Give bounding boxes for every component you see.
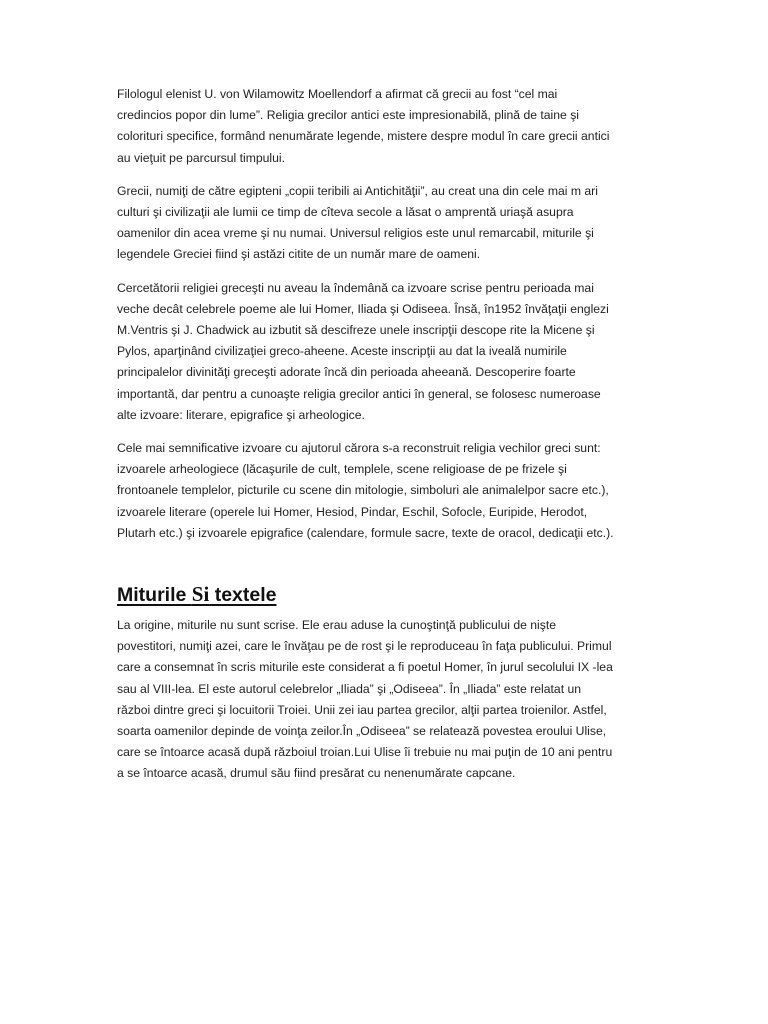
heading-part-3: textele <box>209 584 277 607</box>
heading-part-2: Si <box>191 582 210 607</box>
heading-part-1: Miturile <box>117 584 192 607</box>
paragraph-myths: La origine, miturile nu sunt scrise. Ele erau aduse la cunoştinţă publicului de nişte povestitori, numiţi azei, care le învăţau pe de rost şi le reproduceau în faţa publicului. Primul care a consemnat în scris miturile este considerat a fi poetul Homer, în jurul secolului IX -lea sau al VIII-lea. El este autorul celebrelor „Iliada” şi „Odiseea”. În „Iliada” este relatat un război dintre greci şi locuitorii Troiei. Unii zei iau partea grecilor, alţii partea troienilor. Astfel, soarta oamenilor depinde de voinţa zeilor.În „Odiseea” se relatează povestea eroului Ulise, care se întoarce acasă după războiul troian.Lui Ulise îi trebuie nu mai puţin de 10 ani pentru a se întoarce acasă, drumul său fiind presărat cu nenenumărate capcane. <box>117 618 613 781</box>
paragraph-intro: Filologul elenist U. von Wilamowitz Moellendorf a afirmat că grecii au fost “cel mai credincios popor din lume”. Religia grecilor antici este impresionabilă, plină de taine şi colorituri specifice, formând nenumărate legende, mistere despre modul în care grecii antici au vieţuit pe parcursul timpului. <box>117 87 610 165</box>
paragraph-greeks: Grecii, numiţi de către egipteni „copii teribili ai Antichităţii”, au creat una din cele mai m ari culturi şi civilizaţii ale lumii ce timp de cîteva secole a lăsat o amprentă uriaşă asupra oamenilor din acea vreme şi nu numai. Universul religios este unul remarcabil, miturile şi legendele Greciei fiind şi astăzi citite de un număr mare de oameni. <box>117 183 598 262</box>
document-page <box>117 84 657 797</box>
paragraph-researchers: Cercetătorii religiei greceşti nu aveau la îndemână ca izvoare scrise pentru perioada mai veche decât celebrele poeme ale lui Homer, Iliada şi Odiseea. Însă, în1952 învăţaţii englezi M.Ventris şi J. Chadwick au izbutit să descifreze unele inscripţii descope rite la Micene şi Pylos, aparţinând civilizaţiei greco-aheene. Aceste inscripţii au dat la iveală numirile principalelor divinităţi greceşti adorate încă din perioada aheeană. Descoperire foarte importantă, dar pentru a cunoaşte religia grecilor antici în general, se folosesc numeroase alte izvoare: literare, epigrafice şi arheologice. <box>117 280 609 422</box>
paragraph-sources: Cele mai semnificative izvoare cu ajutorul cărora s-a reconstruit religia vechilor greci sunt: izvoarele arheologiece (lăcaşurile de cult, templele, scene religioase de pe frizele şi frontoanele templelor, picturile cu scene din mitologie, simboluri ale animalelpor sacre etc.), izvoarele literare (operele lui Homer, Hesiod, Pindar, Eschil, Sofocle, Euripide, Herodot, Plutarh etc.) şi izvoarele epigrafice (calendare, formule sacre, texte de oracol, dedicaţii etc.). <box>117 441 614 540</box>
section-heading <box>117 581 657 608</box>
